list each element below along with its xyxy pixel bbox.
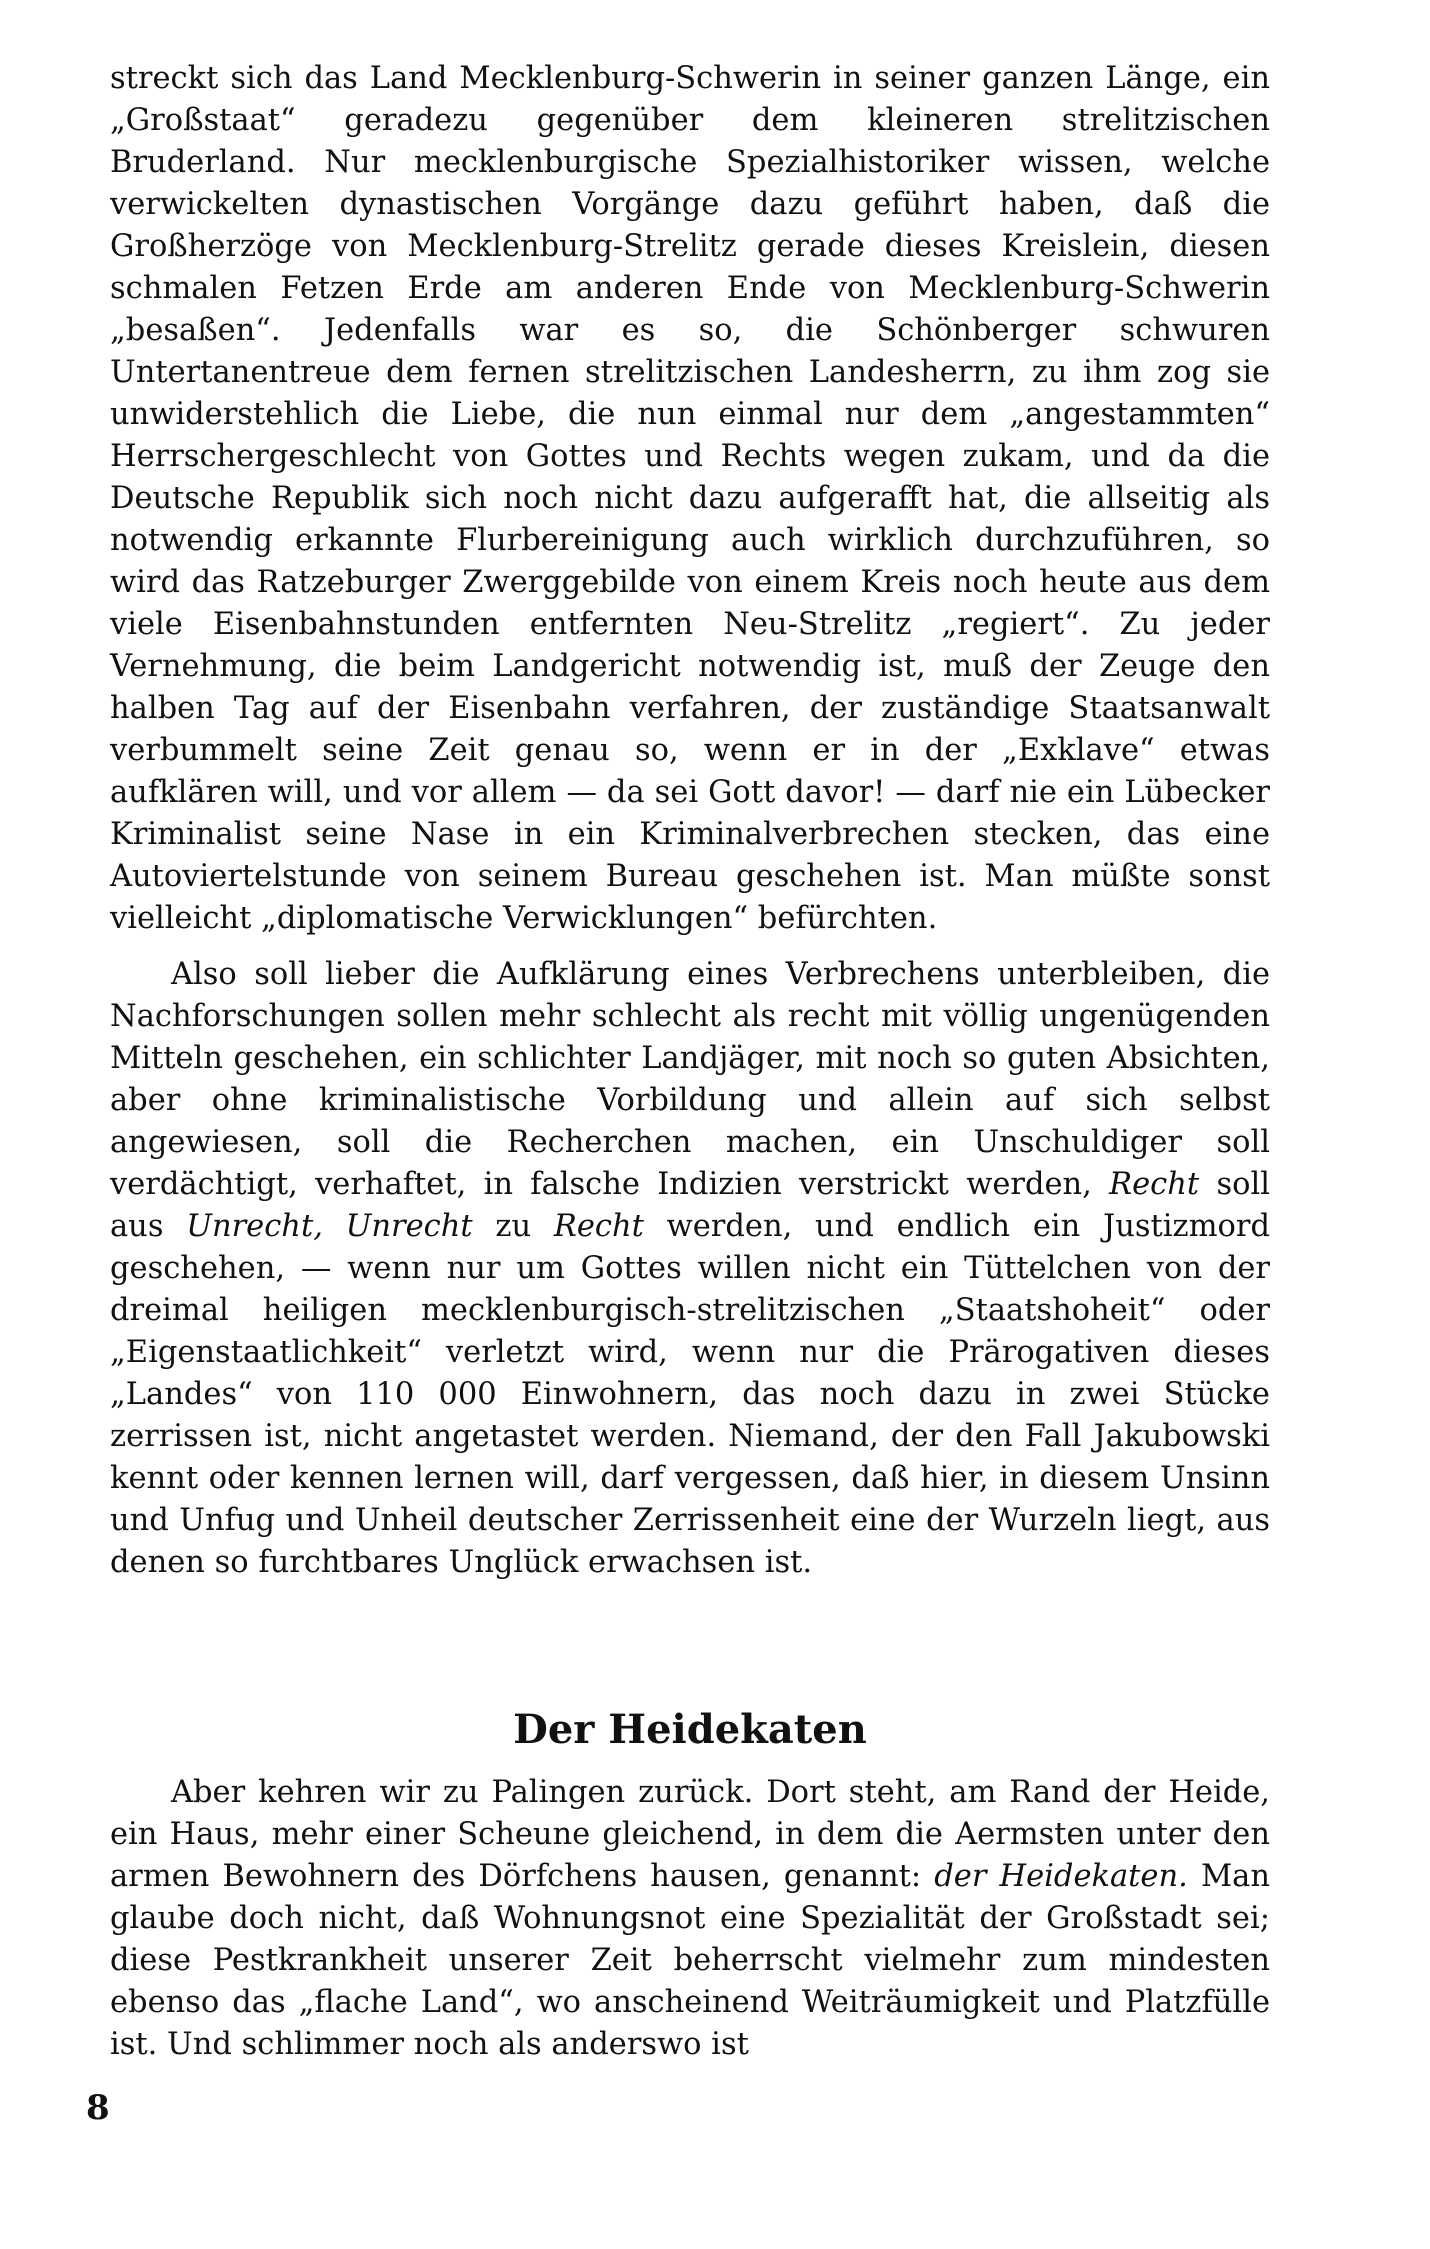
section-heading: Der Heidekaten xyxy=(513,1706,867,1753)
paragraph-heidekaten xyxy=(110,1772,1270,2066)
paragraph-text: Man glaube doch nicht, daß Wohnungsnot eine Spezialität der Großstadt sei; diese Pestkrankheit unserer Zeit beherrscht vielmehr zum mindesten ebenso das „flache Land“, wo anscheinend Weiträumigkeit und Platzfülle ist. Und schlimmer noch als anderswo ist xyxy=(110,1859,1271,2062)
italic-emphasis: Recht xyxy=(553,1209,644,1244)
paragraph-text: soll aus xyxy=(110,1167,1270,1244)
paragraph-text: werden, und endlich ein Justizmord geschehen, — wenn nur um Gottes willen nicht ein Tüttelchen von der dreimal heiligen mecklenburgisch-strelitzischen „Staatshoheit“ oder „Eigenstaatlichkeit“ verletzt wird, wenn nur die Prärogativen dieses „Landes“ von 110 000 Einwohnern, das noch dazu in zwei Stücke zerrissen ist, nicht angetastet werden. Niemand, der den Fall Jakubowski kennt oder kennen lernen will, darf vergessen, daß hier, in diesem Unsinn und Unfug und Unheil deutscher Zerrissenheit eine der Wurzeln liegt, aus denen so furchtbares Unglück erwachsen ist. xyxy=(110,1209,1271,1580)
paragraph-text: Aber kehren wir zu Palingen zurück. Dort steht, am Rand der Heide, ein Haus, mehr einer Scheune gleichend, in dem die Aermsten unter den armen Bewohnern des Dörfchens hausen, genannt: xyxy=(110,1775,1270,1894)
paragraph-also-soll xyxy=(110,954,1270,1584)
paragraph-text: zu xyxy=(495,1209,532,1244)
body-text-section-1 xyxy=(110,58,1270,1584)
paragraph-continued: streckt sich das Land Mecklenburg-Schwerin in seiner ganzen Länge, ein „Großstaat“ geradezu gegenüber dem kleineren strelitzischen Bruderland. Nur mecklenburgische Spezialhistoriker wissen, welche verwickelten dynastischen Vorgänge dazu geführt haben, daß die Großherzöge von Mecklenburg-Strelitz gerade dieses Kreislein, diesen schmalen Fetzen Erde am anderen Ende von Mecklenburg-Schwerin „besaßen“. Jedenfalls war es so, die Schönberger schwuren Untertanentreue dem fernen strelitzischen Landesherrn, zu ihm zog sie unwiderstehlich die Liebe, die nun einmal nur dem „angestammten“ Herrschergeschlecht von Gottes und Rechts wegen zukam, und da die Deutsche Republik sich noch nicht dazu aufgerafft hat, die allseitig als notwendig erkannte Flurbereinigung auch wirklich durchzuführen, so wird das Ratzeburger Zwerggebilde von einem Kreis noch heute aus dem viele Eisenbahnstunden entfernten Neu-Strelitz „regiert“. Zu jeder Vernehmung, die beim Landgericht notwendig ist, muß der Zeuge den halben Tag auf der Eisenbahn verfahren, der zuständige Staatsanwalt verbummelt seine Zeit genau so, wenn er in der „Exklave“ etwas aufklären will, und vor allem — da sei Gott davor! — darf nie ein Lübecker Kriminalist seine Nase in ein Kriminalverbrechen stecken, das eine Autoviertelstunde von seinem Bureau geschehen ist. Man müßte sonst vielleicht „diplomatische Verwicklungen“ befürchten. xyxy=(110,61,1270,936)
italic-emphasis: Unrecht, Unrecht xyxy=(186,1209,473,1244)
paragraph-text: Also soll lieber die Aufklärung eines Verbrechens unterbleiben, die Nachforschungen sollen mehr schlecht als recht mit völlig ungenügenden Mitteln geschehen, ein schlichter Landjäger, mit noch so guten Absichten, aber ohne kriminalistische Vorbildung und allein auf sich selbst angewiesen, soll die Recherchen machen, ein Unschuldiger soll verdächtigt, verhaftet, in falsche Indizien verstrickt werden, xyxy=(110,957,1270,1202)
body-text-section-2 xyxy=(110,1772,1270,2066)
page-number: 8 xyxy=(86,2088,110,2128)
italic-emphasis: Recht xyxy=(1109,1167,1200,1202)
italic-emphasis: der Heidekaten. xyxy=(934,1859,1188,1894)
